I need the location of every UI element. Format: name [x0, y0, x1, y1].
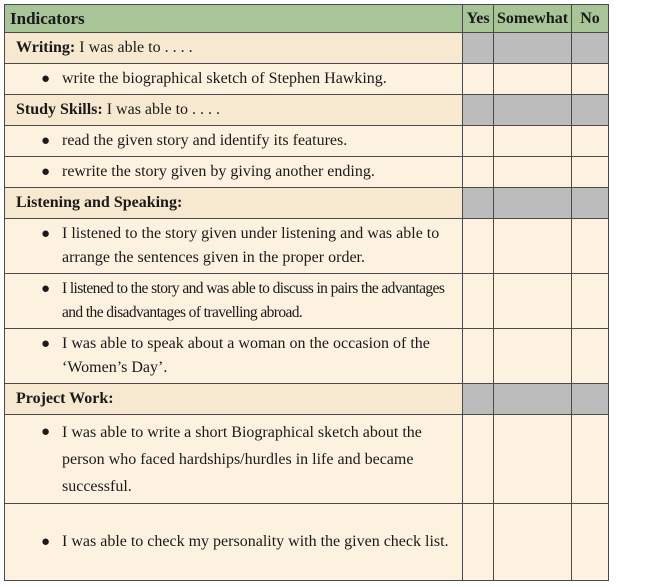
- yes-checkbox[interactable]: [463, 504, 494, 581]
- item-row: [5, 504, 609, 581]
- bullet-icon: ●: [41, 534, 51, 550]
- no-checkbox[interactable]: [572, 415, 609, 504]
- section-label: [5, 188, 463, 219]
- disabled-cell: [463, 384, 494, 415]
- section-subtitle: I was able to . . . .: [75, 39, 193, 56]
- header-row: [5, 5, 609, 33]
- somewhat-checkbox[interactable]: [494, 329, 572, 384]
- section-title: Listening and Speaking:: [16, 194, 183, 211]
- item-row: [5, 274, 609, 329]
- yes-checkbox[interactable]: [463, 219, 494, 274]
- item-row: [5, 64, 609, 95]
- section-label: [5, 33, 463, 64]
- yes-checkbox[interactable]: [463, 64, 494, 95]
- item-text: read the given story and identify its features.: [62, 132, 348, 149]
- item-cell: [5, 504, 463, 581]
- bullet-icon: ●: [41, 71, 51, 87]
- section-label: [5, 384, 463, 415]
- item-cell: [5, 329, 463, 384]
- disabled-cell: [572, 384, 609, 415]
- item-cell: [5, 274, 463, 329]
- disabled-cell: [463, 33, 494, 64]
- somewhat-checkbox[interactable]: [494, 219, 572, 274]
- section-subtitle: I was able to . . . .: [102, 101, 221, 118]
- no-checkbox[interactable]: [572, 126, 609, 157]
- item-text: I was able to speak about a woman on the occasion of the ‘Women’s Day’.: [62, 335, 430, 376]
- no-checkbox[interactable]: [572, 157, 609, 188]
- item-cell: [5, 64, 463, 95]
- disabled-cell: [572, 188, 609, 219]
- item-text: I listened to the story and was able to discuss in pairs the advantages and the disadvantages of travelling abroad.: [62, 280, 445, 321]
- disabled-cell: [572, 33, 609, 64]
- section-title: Writing:: [16, 39, 76, 56]
- somewhat-checkbox[interactable]: [494, 504, 572, 581]
- bullet-icon: ●: [41, 226, 51, 242]
- item-row: [5, 157, 609, 188]
- no-checkbox[interactable]: [572, 329, 609, 384]
- no-header: No: [572, 5, 609, 33]
- somewhat-checkbox[interactable]: [494, 274, 572, 329]
- bullet-icon: ●: [41, 336, 51, 352]
- item-row: [5, 126, 609, 157]
- indicators-header: Indicators: [5, 5, 463, 33]
- item-cell: [5, 415, 463, 504]
- item-cell: [5, 126, 463, 157]
- somewhat-checkbox[interactable]: [494, 415, 572, 504]
- item-row: [5, 219, 609, 274]
- item-cell: [5, 219, 463, 274]
- item-text: I listened to the story given under listening and was able to arrange the sentences given in the proper order.: [62, 225, 440, 266]
- item-text: rewrite the story given by giving another ending.: [62, 163, 375, 180]
- disabled-cell: [463, 188, 494, 219]
- no-checkbox[interactable]: [572, 504, 609, 581]
- somewhat-checkbox[interactable]: [494, 157, 572, 188]
- disabled-cell: [494, 33, 572, 64]
- item-text: write the biographical sketch of Stephen Hawking.: [62, 70, 387, 87]
- bullet-icon: ●: [41, 133, 51, 149]
- yes-header: Yes: [463, 5, 494, 33]
- yes-checkbox[interactable]: [463, 157, 494, 188]
- somewhat-checkbox[interactable]: [494, 64, 572, 95]
- section-row-writing: [5, 33, 609, 64]
- yes-checkbox[interactable]: [463, 415, 494, 504]
- bullet-icon: ●: [41, 164, 51, 180]
- disabled-cell: [494, 384, 572, 415]
- no-checkbox[interactable]: [572, 274, 609, 329]
- somewhat-header: Somewhat: [494, 5, 572, 33]
- bullet-icon: ●: [41, 423, 51, 440]
- section-row-listening-speaking: [5, 188, 609, 219]
- no-checkbox[interactable]: [572, 64, 609, 95]
- item-cell: [5, 157, 463, 188]
- yes-checkbox[interactable]: [463, 274, 494, 329]
- yes-checkbox[interactable]: [463, 126, 494, 157]
- self-assessment-checklist: [4, 4, 609, 581]
- item-text: I was able to check my personality with the given check list.: [62, 533, 449, 550]
- disabled-cell: [494, 188, 572, 219]
- item-row: [5, 415, 609, 504]
- bullet-icon: ●: [41, 281, 51, 297]
- section-label: [5, 95, 463, 126]
- disabled-cell: [463, 95, 494, 126]
- yes-checkbox[interactable]: [463, 329, 494, 384]
- somewhat-checkbox[interactable]: [494, 126, 572, 157]
- item-text: I was able to write a short Biographical sketch about the person who faced hardships/hurdles in life and became successful.: [62, 423, 422, 495]
- section-title: Study Skills:: [16, 101, 103, 118]
- disabled-cell: [494, 95, 572, 126]
- section-row-study-skills: [5, 95, 609, 126]
- no-checkbox[interactable]: [572, 219, 609, 274]
- disabled-cell: [572, 95, 609, 126]
- item-row: [5, 329, 609, 384]
- section-row-project-work: [5, 384, 609, 415]
- section-title: Project Work:: [16, 390, 114, 407]
